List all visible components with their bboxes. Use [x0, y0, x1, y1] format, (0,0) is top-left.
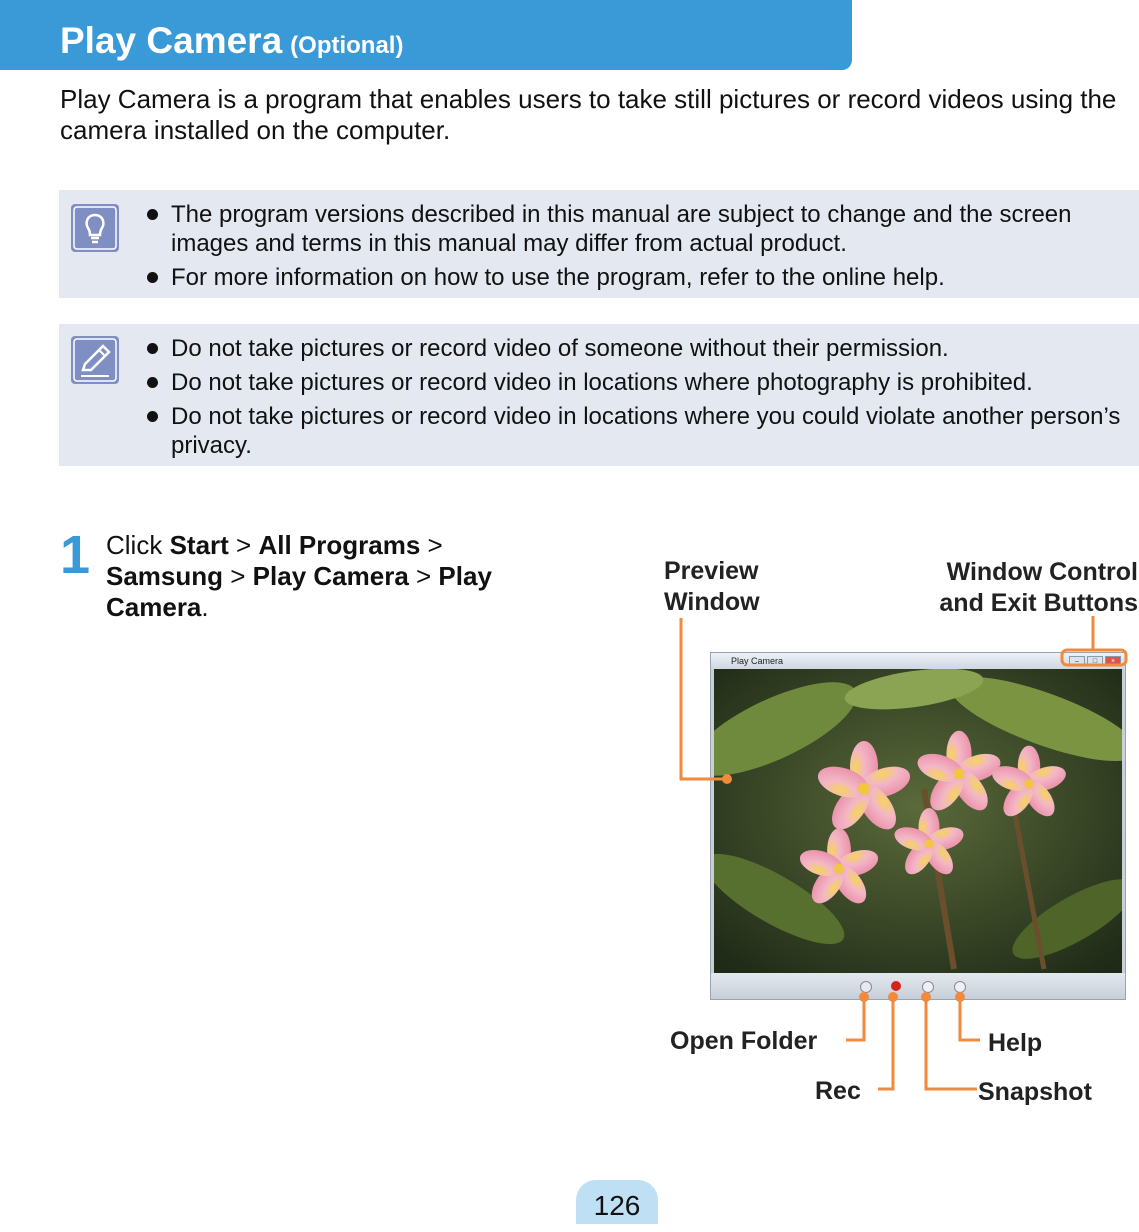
rec-icon [891, 981, 901, 991]
close-button-icon: × [1105, 656, 1121, 666]
callout-snapshot: Snapshot [978, 1078, 1092, 1106]
list-item: Do not take pictures or record video in locations where you could violate another person’s privacy. [147, 402, 1129, 460]
page-title: Play Camera (Optional) [60, 20, 404, 61]
list-item: For more information on how to use the program, refer to the online help. [147, 263, 1129, 292]
caution-list [147, 334, 1129, 460]
snapshot-leader [926, 997, 977, 1089]
maximize-button-icon: □ [1087, 656, 1103, 666]
open-folder-icon [860, 981, 872, 993]
tip-list [147, 200, 1129, 292]
minimize-button-icon: – [1069, 656, 1085, 666]
snapshot-icon [922, 981, 934, 993]
path-play-camera-folder: Play Camera [252, 561, 409, 591]
step-instruction: Click Start > All Programs > Samsung > Play Camera > Play Camera. [106, 530, 492, 622]
screenshot-control-bar [711, 973, 1125, 999]
caution-box [59, 324, 1139, 466]
title-optional-label: (Optional) [290, 32, 404, 59]
list-item: Do not take pictures or record video in locations where photography is prohibited. [147, 368, 1129, 397]
page-number: 126 [576, 1180, 658, 1224]
callout-help: Help [988, 1029, 1043, 1057]
lightbulb-icon [71, 204, 119, 252]
path-all-programs: All Programs [258, 530, 421, 560]
callout-open-folder: Open Folder [670, 1027, 818, 1055]
path-play-camera-app: Play Camera [106, 561, 492, 622]
play-camera-screenshot [710, 652, 1126, 1000]
screenshot-titlebar [711, 653, 1125, 669]
help-leader [960, 997, 980, 1040]
rec-leader [878, 997, 893, 1089]
intro-paragraph: Play Camera is a program that enables users to take still pictures or record videos using the camera installed on the computer. [60, 84, 1117, 145]
list-item: Do not take pictures or record video of someone without their permission. [147, 334, 1129, 363]
help-icon [954, 981, 966, 993]
callout-preview-window: Preview Window [664, 557, 760, 616]
window-title: Play Camera [731, 656, 784, 666]
window-control-buttons [1069, 656, 1121, 666]
open-folder-leader [846, 997, 864, 1040]
callout-rec: Rec [815, 1077, 861, 1105]
path-samsung: Samsung [106, 561, 224, 591]
pencil-icon [71, 336, 119, 384]
step-number: 1 [60, 525, 91, 585]
tip-box [59, 190, 1139, 298]
callout-window-control: Window Control and Exit Buttons [939, 558, 1138, 617]
path-start: Start [169, 530, 229, 560]
flower-photo [714, 669, 1122, 975]
list-item: The program versions described in this manual are subject to change and the screen images and terms in this manual may differ from actual product. [147, 200, 1129, 258]
